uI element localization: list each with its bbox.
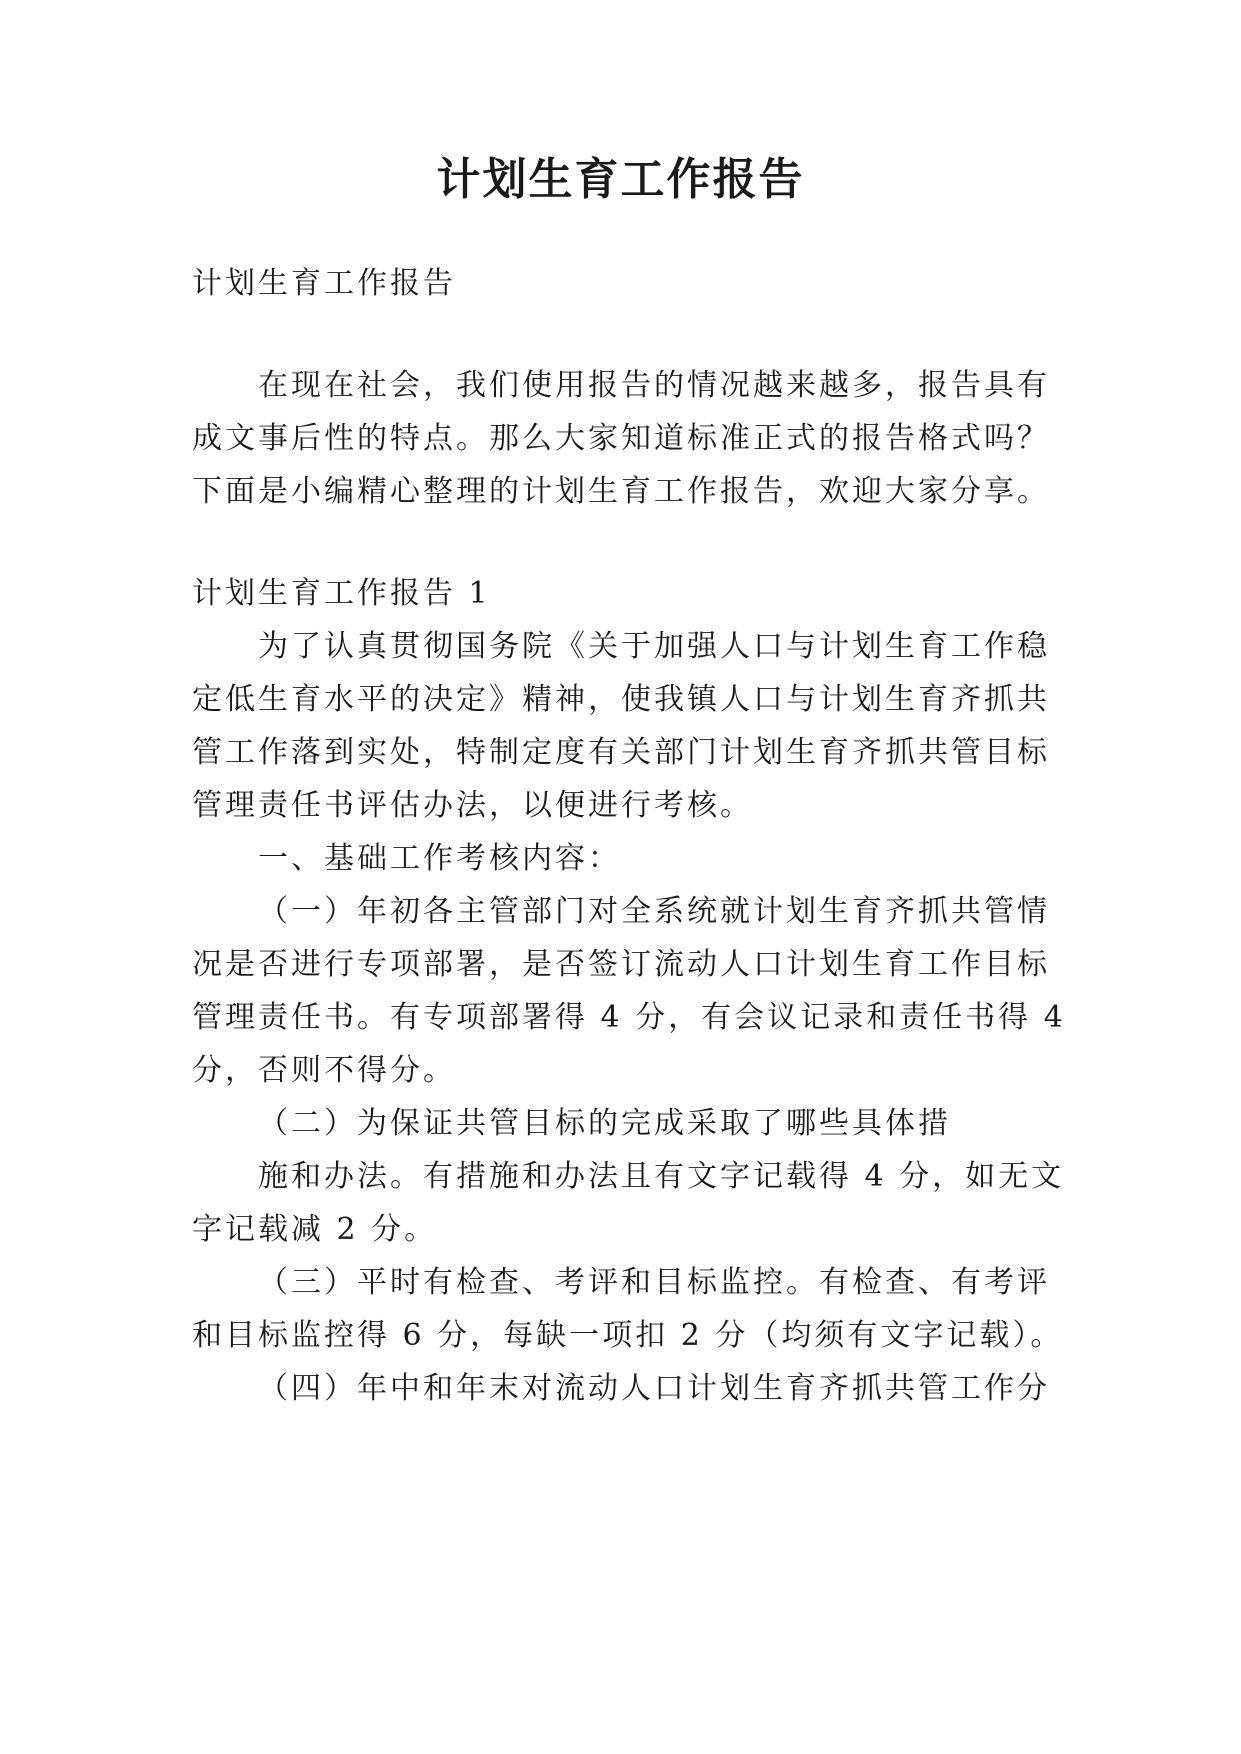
section-heading-1: 计划生育工作报告 1 <box>192 576 491 611</box>
item-3-line: （三）平时有检查、考评和目标监控。有检查、有考评 <box>258 1265 1050 1300</box>
body-line: 定低生育水平的决定》精神，使我镇人口与计划生育齐抓共 <box>192 682 1050 717</box>
intro-line-1: 在现在社会，我们使用报告的情况越来越多，报告具有 <box>258 368 1050 403</box>
item-4-line: （四）年中和年末对流动人口计划生育齐抓共管工作分 <box>258 1371 1050 1406</box>
item-3-line: 和目标监控得 6 分，每缺一项扣 2 分（均须有文字记载）。 <box>192 1318 1064 1353</box>
item-1-line: 管理责任书。有专项部署得 4 分，有会议记录和责任书得 4 <box>192 1000 1066 1035</box>
intro-line-3: 下面是小编精心整理的计划生育工作报告，欢迎大家分享。 <box>192 474 1050 509</box>
item-2-line: （二）为保证共管目标的完成采取了哪些具体措 <box>258 1106 951 1141</box>
item-2-line: 施和办法。有措施和办法且有文字记载得 4 分，如无文 <box>258 1159 1065 1194</box>
document-title: 计划生育工作报告 <box>436 154 805 205</box>
body-line: 管理责任书评估办法，以便进行考核。 <box>192 788 753 823</box>
item-1-line: 况是否进行专项部署，是否签订流动人口计划生育工作目标 <box>192 947 1050 982</box>
subtitle-line: 计划生育工作报告 <box>192 266 456 301</box>
subheading-basic-work: 一、基础工作考核内容： <box>258 841 621 876</box>
body-line: 管工作落到实处，特制定度有关部门计划生育齐抓共管目标 <box>192 735 1050 770</box>
item-1-line: （一）年初各主管部门对全系统就计划生育齐抓共管情 <box>258 894 1050 929</box>
intro-line-2: 成文事后性的特点。那么大家知道标准正式的报告格式吗？ <box>192 421 1050 456</box>
item-2-line: 字记载减 2 分。 <box>192 1212 438 1247</box>
body-line: 为了认真贯彻国务院《关于加强人口与计划生育工作稳 <box>258 629 1050 664</box>
item-1-line: 分，否则不得分。 <box>192 1053 456 1088</box>
